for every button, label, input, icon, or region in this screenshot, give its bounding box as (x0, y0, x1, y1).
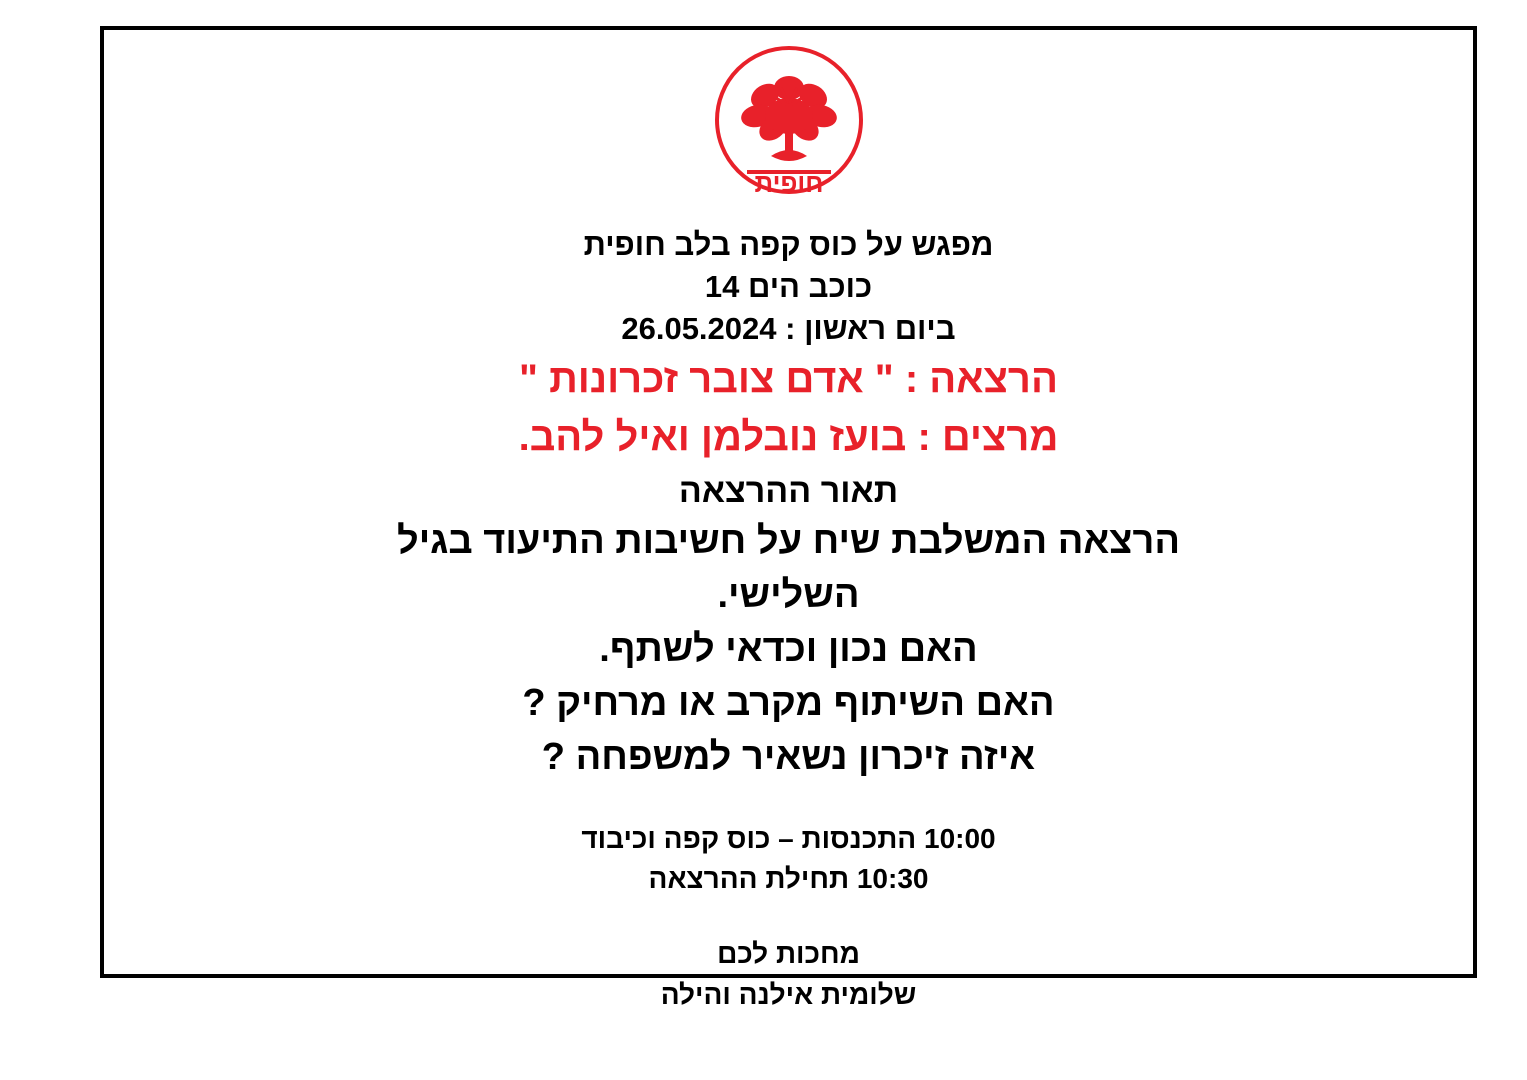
flyer-content (104, 224, 1473, 1015)
spacer-before-signoff (144, 900, 1433, 934)
logo-caption: חופית (754, 168, 823, 196)
description-line-3: האם נכון וכדאי לשתף. (599, 628, 978, 671)
lecturers: מרצים : בועז נובלמן ואיל להב. (518, 414, 1059, 459)
header-line-3: ביום ראשון : 26.05.2024 (621, 310, 956, 346)
signoff-line-1: מחכות לכם (717, 938, 860, 970)
anemone-flower-icon (713, 44, 865, 196)
description-line-5: איזה זיכרון נשאיר למשפחה ? (541, 735, 1036, 778)
header-line-2: כוכב הים 14 (704, 268, 873, 304)
logo-container (104, 44, 1473, 196)
description-title: תאור ההרצאה (678, 471, 899, 510)
description-line-1: הרצאה המשלבת שיח על חשיבות התיעוד בגיל (396, 520, 1181, 563)
spacer-before-schedule (144, 785, 1433, 819)
flyer-frame (100, 26, 1477, 1010)
header-line-1: מפגש על כוס קפה בלב חופית (583, 227, 994, 262)
lecture-title: הרצאה : " אדם צובר זכרונות " (518, 356, 1059, 401)
description-line-2: השלישי. (717, 574, 860, 617)
signoff-line-2: שלומית אילנה והילה (660, 978, 917, 1010)
schedule-line-2: 10:30 תחילת ההרצאה (648, 863, 929, 895)
description-line-4: האם השיתוף מקרב או מרחיק ? (522, 681, 1055, 724)
schedule-line-1: 10:00 התכנסות – כוס קפה וכיבוד (581, 822, 996, 854)
